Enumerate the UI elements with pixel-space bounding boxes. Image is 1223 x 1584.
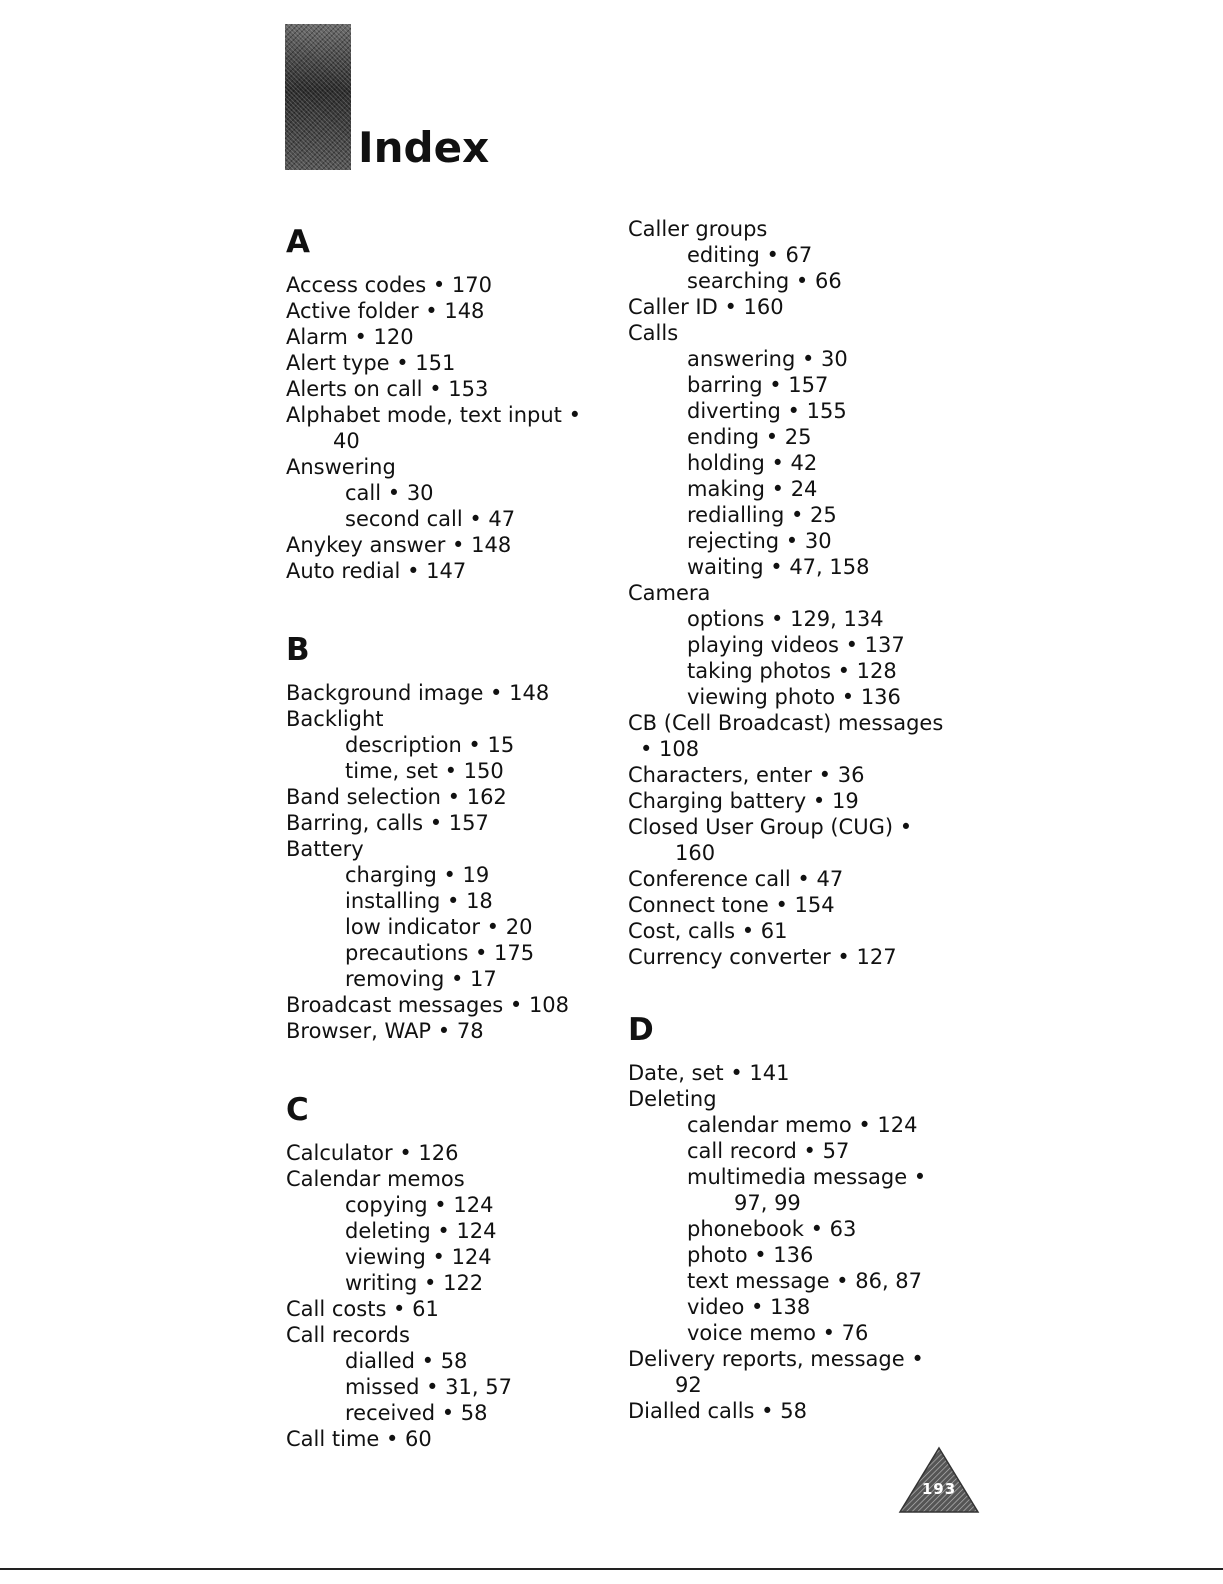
- index-column-left: [286, 212, 606, 1452]
- index-section: [628, 1000, 948, 1424]
- page-title: Index: [358, 123, 490, 172]
- index-entry: Alert type • 151: [286, 351, 456, 375]
- index-entry: Dialled calls • 58: [628, 1399, 807, 1423]
- index-entry: Call records: [286, 1323, 410, 1347]
- index-subentry: calendar memo • 124: [687, 1113, 918, 1137]
- index-entry: Broadcast messages • 108: [286, 993, 570, 1017]
- index-subentry: phonebook • 63: [687, 1217, 857, 1241]
- index-entry: Call time • 60: [286, 1427, 432, 1451]
- page-number: 193: [921, 1480, 957, 1498]
- index-subentry: diverting • 155: [687, 399, 847, 423]
- index-subentry: options • 129, 134: [687, 607, 884, 631]
- index-subentry: charging • 19: [345, 863, 490, 887]
- index-entry: Browser, WAP • 78: [286, 1019, 484, 1043]
- section-letter-heading: A: [286, 224, 310, 260]
- index-subentry: voice memo • 76: [687, 1321, 869, 1345]
- index-entry: Backlight: [286, 707, 384, 731]
- index-entry: Call costs • 61: [286, 1297, 439, 1321]
- index-entry: Calculator • 126: [286, 1141, 459, 1165]
- index-subentry: viewing • 124: [345, 1245, 492, 1269]
- index-entry: • 108: [640, 737, 700, 761]
- index-entry: Currency converter • 127: [628, 945, 897, 969]
- index-entry: Conference call • 47: [628, 867, 844, 891]
- index-column-right: [628, 216, 948, 1424]
- index-subentry: installing • 18: [345, 889, 493, 913]
- index-entry: Connect tone • 154: [628, 893, 835, 917]
- index-entry: Alphabet mode, text input •: [286, 403, 581, 427]
- page-number-badge: [898, 1446, 980, 1516]
- index-section: [286, 620, 606, 1044]
- index-entry: Charging battery • 19: [628, 789, 859, 813]
- index-subentry: editing • 67: [687, 243, 813, 267]
- index-entry: 92: [675, 1373, 702, 1397]
- index-section: [286, 212, 606, 584]
- index-subentry: copying • 124: [345, 1193, 494, 1217]
- index-subentry: multimedia message •: [687, 1165, 927, 1189]
- index-subentry: description • 15: [345, 733, 515, 757]
- index-subentry: removing • 17: [345, 967, 497, 991]
- index-entry: Active folder • 148: [286, 299, 485, 323]
- index-entry: Anykey answer • 148: [286, 533, 512, 557]
- index-entry: Cost, calls • 61: [628, 919, 788, 943]
- index-entry: Access codes • 170: [286, 273, 492, 297]
- index-subentry: second call • 47: [345, 507, 516, 531]
- index-section: [286, 1080, 606, 1452]
- index-subentry: dialled • 58: [345, 1349, 468, 1373]
- index-entry: Calendar memos: [286, 1167, 465, 1191]
- index-subentry: playing videos • 137: [687, 633, 905, 657]
- index-entry: Alerts on call • 153: [286, 377, 489, 401]
- index-subentry: rejecting • 30: [687, 529, 832, 553]
- index-subentry: making • 24: [687, 477, 818, 501]
- index-entry: Caller ID • 160: [628, 295, 784, 319]
- index-subentry: taking photos • 128: [687, 659, 897, 683]
- index-subentry: time, set • 150: [345, 759, 504, 783]
- index-entry: Battery: [286, 837, 364, 861]
- index-entry: Characters, enter • 36: [628, 763, 865, 787]
- index-entry: Closed User Group (CUG) •: [628, 815, 913, 839]
- chapter-tab-marker: [285, 24, 351, 170]
- index-subentry: call record • 57: [687, 1139, 850, 1163]
- section-letter-heading: D: [628, 1012, 654, 1048]
- index-section: [628, 216, 948, 970]
- index-subentry: deleting • 124: [345, 1219, 497, 1243]
- section-letter-heading: B: [286, 632, 310, 668]
- index-subentry: precautions • 175: [345, 941, 535, 965]
- index-subentry: redialling • 25: [687, 503, 837, 527]
- index-subentry: received • 58: [345, 1401, 488, 1425]
- index-subentry: waiting • 47, 158: [687, 555, 870, 579]
- index-entry: 40: [333, 429, 360, 453]
- index-subentry: ending • 25: [687, 425, 812, 449]
- index-subentry: searching • 66: [687, 269, 842, 293]
- index-entry: Camera: [628, 581, 711, 605]
- index-subentry: missed • 31, 57: [345, 1375, 512, 1399]
- bottom-rule: [0, 1568, 1223, 1570]
- section-letter-heading: C: [286, 1092, 309, 1128]
- index-subentry: 97, 99: [734, 1191, 801, 1215]
- index-entry: Barring, calls • 157: [286, 811, 489, 835]
- index-subentry: text message • 86, 87: [687, 1269, 923, 1293]
- index-entry: Deleting: [628, 1087, 717, 1111]
- index-entry: Answering: [286, 455, 396, 479]
- index-subentry: video • 138: [687, 1295, 811, 1319]
- index-entry: 160: [675, 841, 716, 865]
- index-subentry: holding • 42: [687, 451, 818, 475]
- index-entry: Band selection • 162: [286, 785, 507, 809]
- index-entry: Alarm • 120: [286, 325, 414, 349]
- index-subentry: low indicator • 20: [345, 915, 533, 939]
- index-subentry: photo • 136: [687, 1243, 814, 1267]
- index-subentry: call • 30: [345, 481, 434, 505]
- index-entry: Calls: [628, 321, 679, 345]
- index-entry: Delivery reports, message •: [628, 1347, 924, 1371]
- index-subentry: answering • 30: [687, 347, 848, 371]
- index-entry: Background image • 148: [286, 681, 550, 705]
- index-entry: CB (Cell Broadcast) messages: [628, 711, 944, 735]
- index-entry: Date, set • 141: [628, 1061, 790, 1085]
- index-entry: Auto redial • 147: [286, 559, 467, 583]
- index-entry: Caller groups: [628, 217, 768, 241]
- index-subentry: barring • 157: [687, 373, 829, 397]
- index-subentry: viewing photo • 136: [687, 685, 901, 709]
- index-subentry: writing • 122: [345, 1271, 484, 1295]
